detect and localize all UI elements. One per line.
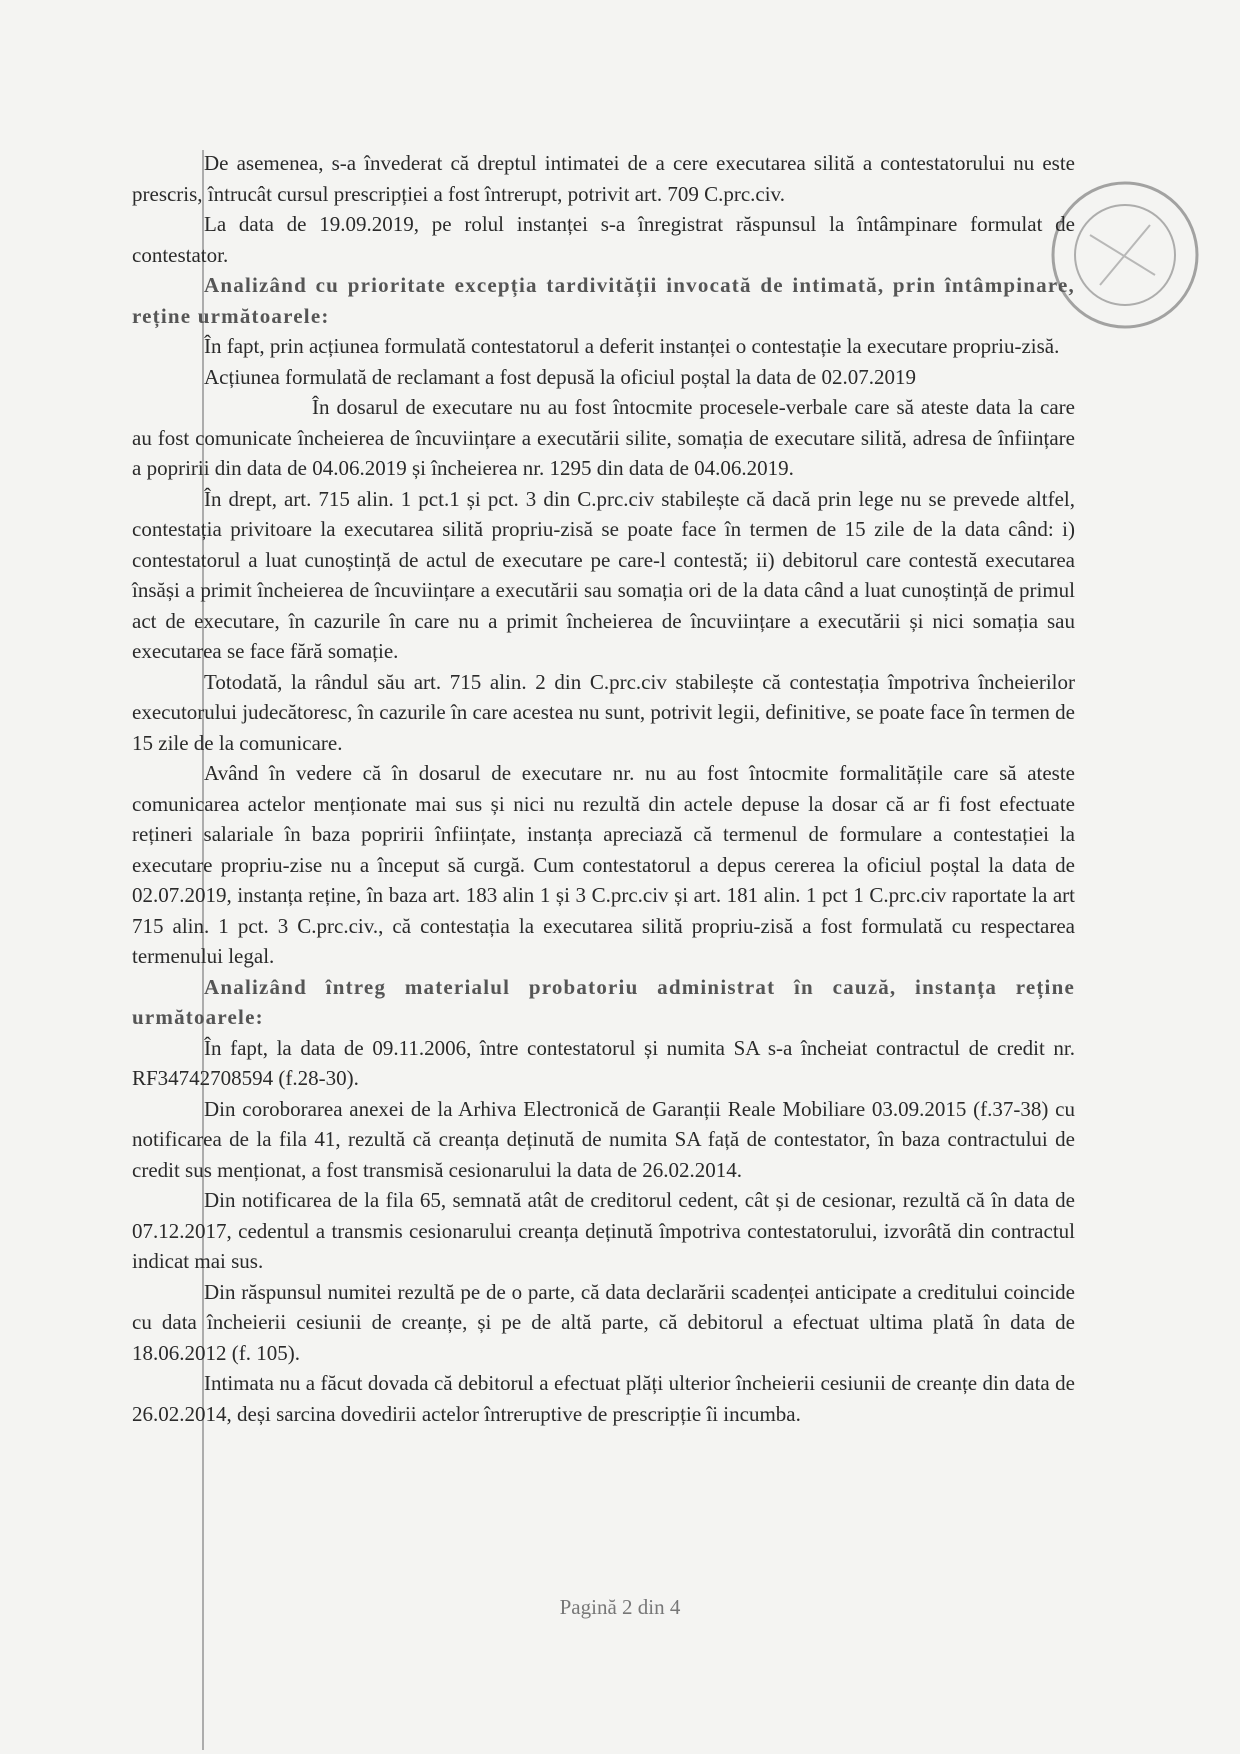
page-number: Pagină 2 din 4 — [559, 1595, 681, 1619]
paragraph: Din notificarea de la fila 65, semnată atât de creditorul cedent, cât și de cesionar, rezultă că în data de 07.12.2017, cedentul a transmis cesionarului creanța deținută împotriva contestatorului, izvorâtă din contractul indicat mai sus. — [132, 1188, 1075, 1273]
paragraph: Intimata nu a făcut dovada că debitorul a efectuat plăți ulterior încheierii cesiunii de creanțe din data de 26.02.2014, deși sarcina dovedirii actelor întreruptive de prescripție îi incumba. — [132, 1371, 1075, 1426]
section-heading: Analizând cu prioritate excepția tardivității invocată de intimată, prin întâmpinare, reține următoarele: — [132, 273, 1075, 328]
paragraph: Din coroborarea anexei de la Arhiva Electronică de Garanții Reale Mobiliare 03.09.2015 (f.37-38) cu notificarea de la fila 41, rezultă că creanța deținută de numita SA față de contestator, în baza contractului de credit sus menționat, a fost transmisă cesionarului la data de 26.02.2014. — [132, 1096, 1075, 1182]
paragraph: În drept, art. 715 alin. 1 pct.1 și pct. 3 din C.prc.civ stabilește că dacă prin lege nu se prevede altfel, contestația privitoare la executarea silită propriu-zisă se poate face în termen de 15 zile de la data când: i) contestatorul a luat cunoștință de actul de executare pe care-l contestă; ii) debitorul care contestă executarea însăși a primit încheierea de încuviințare a executării sau somația ori de la data când a luat cunoștință de primul act de executare, în cazurile în care nu a primit încheierea de încuviințare a executării și nici somația sau executarea se face fără somație. — [132, 486, 1075, 663]
paragraph: În dosarul de executare nu au fost întocmite procesele-verbale care să ateste data la care au fost comunicate încheierea de încuviințare a executării silite, somația de executare silită, adresa de înființare a popririi din data de 04.06.2019 și încheierea nr. 1295 din data de 04.06.2019. — [132, 395, 1075, 480]
section-heading: Analizând întreg materialul probatoriu administrat în cauză, instanța reține următoarele: — [132, 974, 1075, 1029]
document-body — [132, 148, 1075, 1429]
paragraph: De asemenea, s-a învederat că dreptul intimatei de a cere executarea silită a contestatorului nu este prescris, întrucât cursul prescripției a fost întrerupt, potrivit art. 709 C.prc.civ. — [132, 151, 1075, 206]
paragraph: La data de 19.09.2019, pe rolul instanței s-a înregistrat răspunsul la întâmpinare formulat de contestator. — [132, 212, 1075, 267]
paragraph: Din răspunsul numitei rezultă pe de o parte, că data declarării scadenței anticipate a creditului coincide cu data încheierii cesiunii de creanțe, și pe de altă parte, că debitorul a efectuat ultima plată în data de 18.06.2012 (f. 105). — [132, 1279, 1075, 1365]
paragraph: În fapt, prin acțiunea formulată contestatorul a deferit instanței o contestație la executare propriu-zisă. — [204, 334, 1060, 358]
paragraph: Acțiunea formulată de reclamant a fost depusă la oficiul poștal la data de 02.07.2019 — [204, 364, 917, 389]
paragraph: Totodată, la rândul său art. 715 alin. 2 din C.prc.civ stabilește că contestația împotriva încheierilor executorului judecătoresc, în cazurile în care acestea nu sunt, potrivit legii, definitive, se poate face în termen de 15 zile de la comunicare. — [132, 669, 1075, 755]
paragraph: Având în vedere că în dosarul de executare nr. nu au fost întocmite formalitățile care să ateste comunicarea actelor menționate mai sus și nici nu rezultă din actele depuse la dosar că ar fi fost efectuate rețineri salariale în baza popririi înființate, instanța apreciază că termenul de formulare a contestației la executare propriu-zise nu a început să curgă. Cum contestatorul a depus cererea la oficiul poștal la data de 02.07.2019, instanța reține, în baza art. 183 alin 1 și 3 C.prc.civ și art. 181 alin. 1 pct 1 C.prc.civ raportate la art 715 alin. 1 pct. 3 C.prc.civ., că contestația la executarea silită propriu-zisă a fost formulată cu respectarea termenului legal. — [132, 761, 1075, 968]
paragraph: În fapt, la data de 09.11.2006, între contestatorul și numita SA s-a încheiat contractul de credit nr. RF34742708594 (f.28-30). — [132, 1035, 1075, 1090]
